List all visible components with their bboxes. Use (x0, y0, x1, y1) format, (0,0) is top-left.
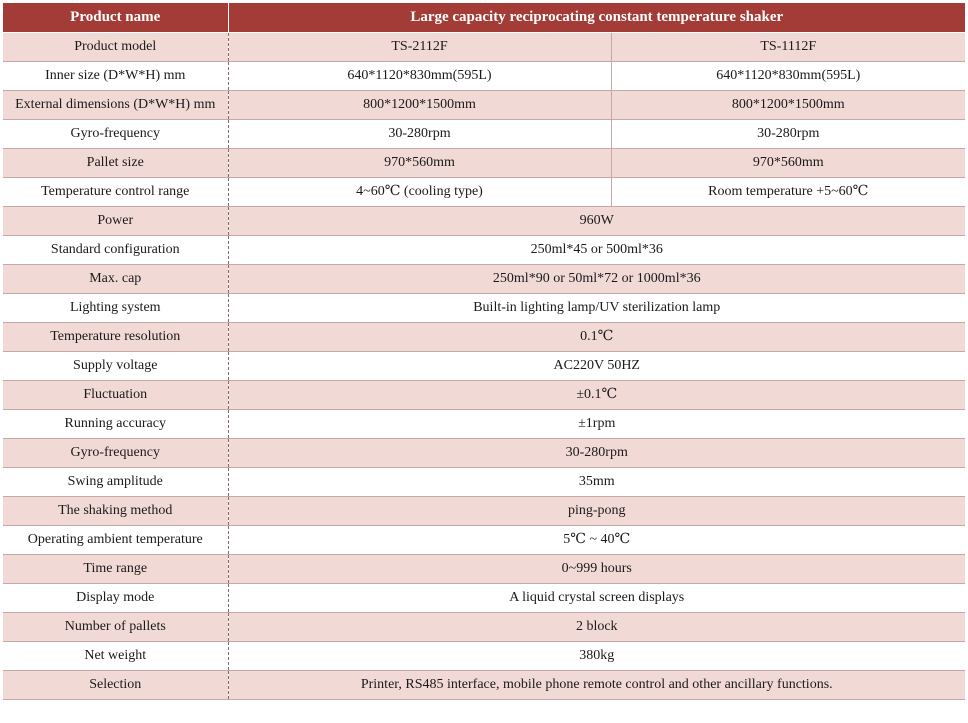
row-value: 35mm (228, 467, 965, 496)
row-value: AC220V 50HZ (228, 351, 965, 380)
value-ts-2112f: 30-280rpm (228, 119, 611, 148)
row-value: A liquid crystal screen displays (228, 583, 965, 612)
table-row (3, 641, 965, 670)
table-row (3, 32, 965, 61)
row-value: 960W (228, 206, 965, 235)
table-row (3, 90, 965, 119)
spec-table-body (3, 32, 965, 699)
row-label: Selection (3, 670, 228, 699)
row-value: 30-280rpm (228, 438, 965, 467)
table-row (3, 119, 965, 148)
row-value: 0~999 hours (228, 554, 965, 583)
value-ts-1112f: 970*560mm (611, 148, 965, 177)
table-row (3, 148, 965, 177)
value-ts-2112f: TS-2112F (228, 32, 611, 61)
table-row (3, 61, 965, 90)
row-label: Running accuracy (3, 409, 228, 438)
row-label: Max. cap (3, 264, 228, 293)
row-value: Built-in lighting lamp/UV sterilization lamp (228, 293, 965, 322)
value-ts-2112f: 640*1120*830mm(595L) (228, 61, 611, 90)
row-value: 0.1℃ (228, 322, 965, 351)
row-value: 250ml*45 or 500ml*36 (228, 235, 965, 264)
row-label: Time range (3, 554, 228, 583)
spec-table (3, 3, 965, 700)
value-ts-1112f: Room temperature +5~60℃ (611, 177, 965, 206)
row-label: Inner size (D*W*H) mm (3, 61, 228, 90)
table-row (3, 206, 965, 235)
table-row (3, 467, 965, 496)
row-label: Standard configuration (3, 235, 228, 264)
table-row (3, 177, 965, 206)
row-label: Number of pallets (3, 612, 228, 641)
row-label: Swing amplitude (3, 467, 228, 496)
value-ts-1112f: 800*1200*1500mm (611, 90, 965, 119)
value-ts-1112f: 30-280rpm (611, 119, 965, 148)
table-row (3, 264, 965, 293)
row-label: Net weight (3, 641, 228, 670)
table-row (3, 293, 965, 322)
table-row (3, 351, 965, 380)
row-label: Product model (3, 32, 228, 61)
table-row (3, 670, 965, 699)
table-header-row (3, 3, 965, 32)
row-label: Power (3, 206, 228, 235)
value-ts-1112f: TS-1112F (611, 32, 965, 61)
table-row (3, 583, 965, 612)
value-ts-2112f: 970*560mm (228, 148, 611, 177)
row-value: 250ml*90 or 50ml*72 or 1000ml*36 (228, 264, 965, 293)
table-row (3, 496, 965, 525)
row-label: Gyro-frequency (3, 119, 228, 148)
table-row (3, 409, 965, 438)
table-row (3, 235, 965, 264)
table-row (3, 322, 965, 351)
row-label: External dimensions (D*W*H) mm (3, 90, 228, 119)
row-label: Display mode (3, 583, 228, 612)
row-label: Fluctuation (3, 380, 228, 409)
row-label: Gyro-frequency (3, 438, 228, 467)
row-label: The shaking method (3, 496, 228, 525)
row-value: 5℃ ~ 40℃ (228, 525, 965, 554)
row-value: ±1rpm (228, 409, 965, 438)
table-row (3, 380, 965, 409)
header-title: Large capacity reciprocating constant temperature shaker (228, 3, 965, 32)
row-label: Operating ambient temperature (3, 525, 228, 554)
table-row (3, 554, 965, 583)
row-label: Pallet size (3, 148, 228, 177)
value-ts-2112f: 800*1200*1500mm (228, 90, 611, 119)
row-value: 2 block (228, 612, 965, 641)
table-row (3, 438, 965, 467)
row-value: ping-pong (228, 496, 965, 525)
row-label: Temperature resolution (3, 322, 228, 351)
value-ts-1112f: 640*1120*830mm(595L) (611, 61, 965, 90)
row-label: Supply voltage (3, 351, 228, 380)
header-label: Product name (3, 3, 228, 32)
value-ts-2112f: 4~60℃ (cooling type) (228, 177, 611, 206)
table-row (3, 525, 965, 554)
row-value: 380kg (228, 641, 965, 670)
row-label: Lighting system (3, 293, 228, 322)
row-label: Temperature control range (3, 177, 228, 206)
table-row (3, 612, 965, 641)
row-value: ±0.1℃ (228, 380, 965, 409)
row-value: Printer, RS485 interface, mobile phone remote control and other ancillary functions. (228, 670, 965, 699)
